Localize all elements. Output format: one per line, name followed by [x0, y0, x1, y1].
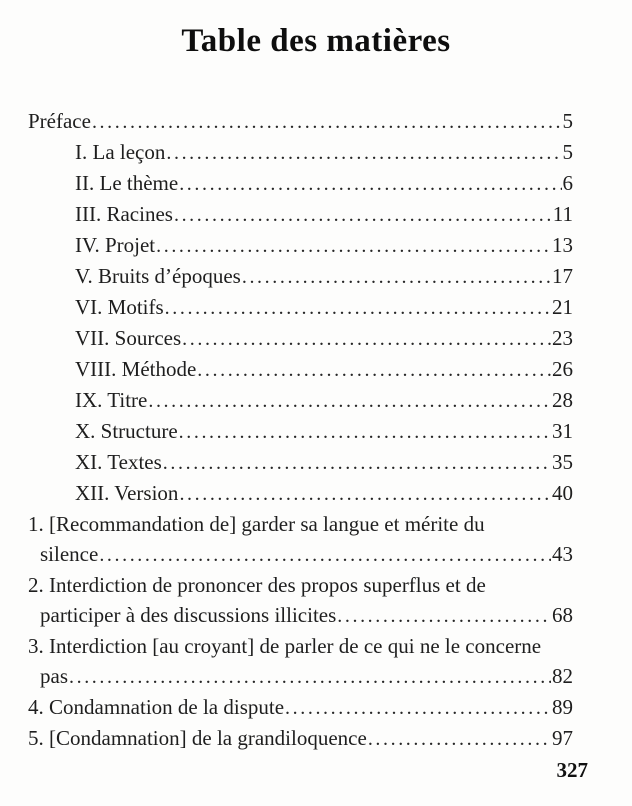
toc-row	[28, 199, 573, 230]
dot-leader	[148, 385, 551, 416]
toc-entry-label: 5. [Condamnation] de la grandiloquence	[28, 726, 367, 750]
toc-entry-label: X. Structure	[75, 419, 178, 443]
dot-leader	[165, 292, 551, 323]
dot-leader	[182, 323, 551, 354]
folio-page-number: 327	[556, 758, 588, 782]
toc-entry-label: 1. [Recommandation de] garder sa langue et mérite du	[28, 512, 485, 536]
toc-row	[28, 168, 573, 199]
toc-entry-label: V. Bruits d’époques	[75, 264, 241, 288]
toc-entry-label: IV. Projet	[75, 233, 156, 257]
toc-page-number: 17	[552, 264, 573, 288]
dot-leader	[166, 137, 561, 168]
toc-row	[28, 661, 573, 692]
dot-leader	[242, 261, 551, 292]
dot-leader	[197, 354, 551, 385]
toc-entry-label: participer à des discussions illicites	[40, 603, 337, 627]
toc-row	[28, 323, 573, 354]
dot-leader	[285, 692, 551, 723]
toc-page-number: 43	[552, 542, 573, 566]
toc-row	[28, 570, 573, 600]
toc-page-number: 23	[552, 326, 573, 350]
toc-row	[28, 292, 573, 323]
toc-row	[28, 631, 573, 661]
dot-leader	[179, 168, 561, 199]
toc-entry-label: I. La leçon	[75, 140, 166, 164]
toc-page-number: 5	[562, 140, 573, 164]
toc-entry-label: silence	[40, 542, 99, 566]
toc-page-number: 31	[552, 419, 573, 443]
dot-leader	[92, 106, 562, 137]
toc-entry-label: VII. Sources	[75, 326, 182, 350]
toc-row	[28, 230, 573, 261]
toc-row	[28, 692, 573, 723]
toc-page-number: 40	[552, 481, 573, 505]
toc-page-number: 28	[552, 388, 573, 412]
dot-leader	[69, 661, 551, 692]
toc-row	[28, 600, 573, 631]
toc-entry-label: II. Le thème	[75, 171, 179, 195]
toc-entry-label: Préface	[28, 109, 91, 133]
toc-page-number: 89	[552, 695, 573, 719]
dot-leader	[174, 199, 552, 230]
toc-page-number: 26	[552, 357, 573, 381]
toc-row	[28, 416, 573, 447]
dot-leader	[99, 539, 551, 570]
toc-row	[28, 137, 573, 168]
toc-entry-label: IX. Titre	[75, 388, 148, 412]
dot-leader	[156, 230, 551, 261]
toc-page-number: 6	[562, 171, 573, 195]
toc-entry-label: 2. Interdiction de prononcer des propos superflus et de	[28, 573, 486, 597]
toc-entry-label: pas	[40, 664, 68, 688]
toc-row	[28, 539, 573, 570]
dot-leader	[337, 600, 551, 631]
page-title: Table des matières	[181, 23, 451, 59]
toc-row	[28, 354, 573, 385]
toc-entry-label: VIII. Méthode	[75, 357, 197, 381]
toc-page-number: 13	[552, 233, 573, 257]
toc-page-number: 11	[552, 202, 573, 226]
toc-entry-label: 3. Interdiction [au croyant] de parler de ce qui ne le concerne	[28, 634, 542, 658]
toc-entry-label: XII. Version	[75, 481, 179, 505]
dot-leader	[179, 478, 551, 509]
toc-row	[28, 106, 573, 137]
toc-entry-label: 4. Condamnation de la dispute	[28, 695, 285, 719]
toc-row	[28, 447, 573, 478]
toc-page-number: 21	[552, 295, 573, 319]
dot-leader	[179, 416, 551, 447]
toc-page-number: 82	[552, 664, 573, 688]
toc-row	[28, 385, 573, 416]
toc-page-number: 35	[552, 450, 573, 474]
toc-list	[28, 106, 573, 754]
toc-entry-label: VI. Motifs	[75, 295, 164, 319]
toc-entry-label: III. Racines	[75, 202, 173, 226]
toc-row	[28, 261, 573, 292]
toc-page-number: 68	[552, 603, 573, 627]
toc-page-number: 97	[552, 726, 573, 750]
toc-row	[28, 509, 573, 539]
toc-row	[28, 478, 573, 509]
toc-page-number: 5	[562, 109, 573, 133]
toc-entry-label: XI. Textes	[75, 450, 162, 474]
toc-row	[28, 723, 573, 754]
dot-leader	[368, 723, 551, 754]
dot-leader	[163, 447, 551, 478]
